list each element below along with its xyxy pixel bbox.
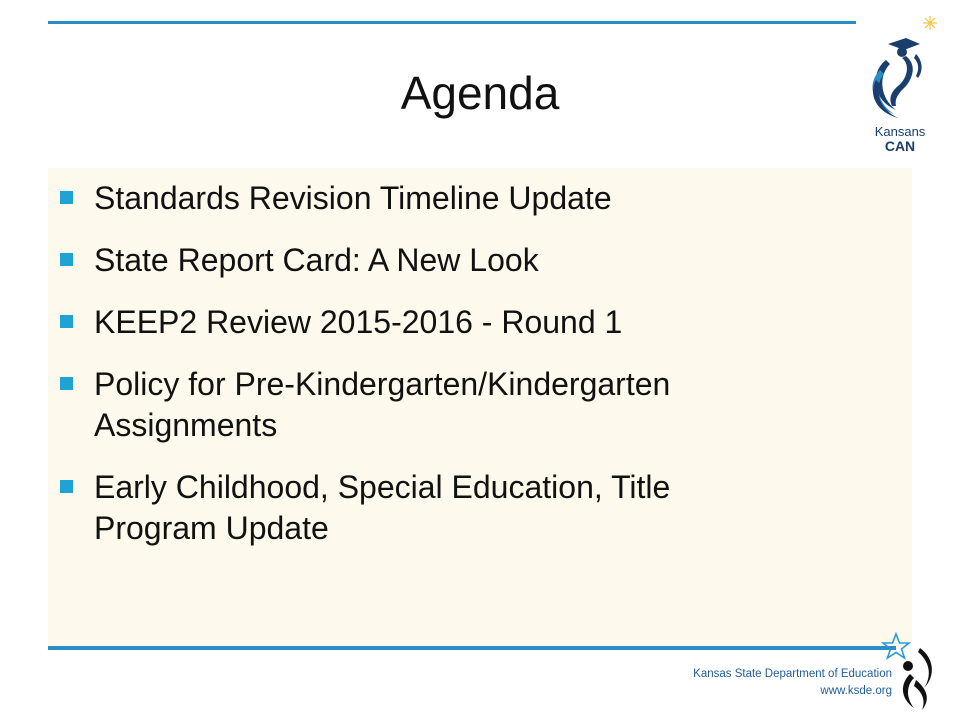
slide-title: Agenda xyxy=(400,67,560,119)
bullet-square-icon xyxy=(60,480,73,493)
footer xyxy=(693,666,892,700)
footer-organization: Kansas State Department of Education xyxy=(693,668,892,680)
footer-url: www.ksde.org xyxy=(820,685,892,697)
logo-brand-line2: CAN xyxy=(884,138,916,154)
bullet-square-icon xyxy=(60,191,73,204)
agenda-list xyxy=(48,178,868,570)
list-item-text-continued: Assignments xyxy=(94,407,278,443)
bottom-divider xyxy=(48,646,896,650)
list-item xyxy=(48,364,868,446)
list-item xyxy=(48,467,868,549)
list-item-text: Policy for Pre-Kindergarten/Kindergarten xyxy=(94,366,671,402)
bullet-square-icon xyxy=(60,315,73,328)
list-item-text-continued: Program Update xyxy=(94,510,329,546)
list-item xyxy=(48,240,868,281)
graduate-figure-logo-icon xyxy=(858,14,942,154)
list-item-text: Early Childhood, Special Education, Title xyxy=(94,469,671,505)
list-item xyxy=(48,302,868,343)
list-item-text: Standards Revision Timeline Update xyxy=(94,180,612,216)
list-item xyxy=(48,178,868,219)
star-figure-logo-icon xyxy=(880,632,940,712)
bullet-square-icon xyxy=(60,377,73,390)
logo-brand-line1: Kansans xyxy=(874,124,926,139)
list-item-text: State Report Card: A New Look xyxy=(94,242,539,278)
top-divider xyxy=(48,21,856,24)
list-item-text: KEEP2 Review 2015-2016 - Round 1 xyxy=(94,304,623,340)
bullet-square-icon xyxy=(60,253,73,266)
